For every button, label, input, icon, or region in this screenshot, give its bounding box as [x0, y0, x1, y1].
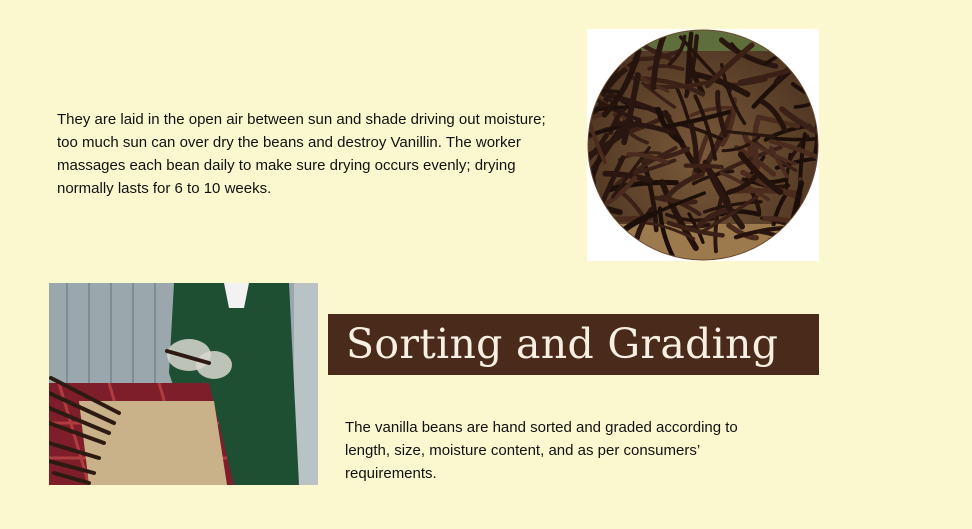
sorting-description: The vanilla beans are hand sorted and graded according to length, size, moisture content, and as per consumers’ requirements. [345, 419, 738, 482]
sorting-heading-band [328, 314, 819, 375]
drying-description: They are laid in the open air between sun and shade driving out moisture; too much sun can over dry the beans and destroy Vanillin. The worker massages each bean daily to make sure drying occurs evenly; drying normally lasts for 6 to 10 weeks. [57, 111, 546, 197]
drying-beans-photo [587, 29, 819, 261]
vanilla-pod [731, 191, 801, 194]
sorting-worker-photo [49, 283, 318, 485]
vanilla-pod [588, 178, 594, 221]
section-heading: Sorting and Grading [346, 320, 779, 368]
vanilla-pod [686, 166, 722, 167]
vanilla-pod [784, 29, 819, 74]
vanilla-pod [768, 138, 816, 140]
vanilla-pod [604, 42, 609, 79]
